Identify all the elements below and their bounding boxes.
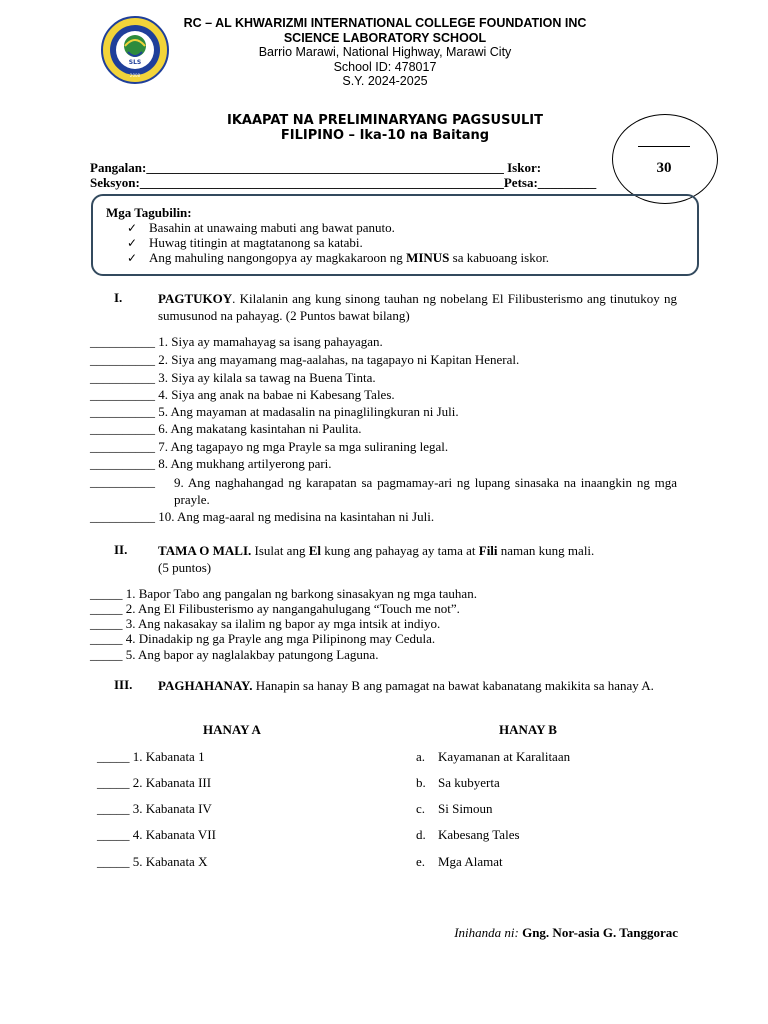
list-item: __________ 6. Ang makatang kasintahan ni Paulita. (90, 421, 362, 436)
school-id: School ID: 478017 (333, 59, 437, 74)
prepared-name: Gng. Nor-asia G. Tanggorac (522, 925, 678, 940)
checkmark-icon: ✓ (127, 251, 138, 265)
answer-blank[interactable]: _____ (90, 631, 123, 646)
exam-title-block (150, 113, 620, 143)
answer-blank[interactable]: __________ (90, 404, 155, 419)
instruction-item: ✓ Ang mahuling nangongopya ay magkakaroon ng MINUS sa kabuoang iskor. (127, 250, 550, 265)
name-blank[interactable]: _______________________________________________________ (146, 160, 504, 175)
name-field-row (90, 160, 541, 176)
hanay-b-letter: e. (416, 854, 426, 869)
list-item: __________ 4. Siya ang anak na babae ni Kabesang Tales. (90, 387, 395, 402)
hanay-a-item: _____ 2. Kabanata III (97, 775, 212, 790)
answer-blank[interactable]: _____ (90, 616, 123, 631)
hanay-b-letter: b. (416, 775, 426, 790)
prepared-label: Inihanda ni: (454, 925, 519, 940)
list-item: _____ 4. Dinadakip ng ga Prayle ang mga Pilipinong may Cedula. (90, 631, 436, 646)
answer-blank[interactable]: __________ (90, 421, 155, 436)
section-3-directions: PAGHAHANAY. Hanapin sa hanay B ang pamagat na bawat kabanatang makikita sa hanay A. (158, 678, 654, 693)
date-blank[interactable]: _________ (537, 175, 597, 190)
list-item (90, 474, 155, 490)
prepared-by (380, 925, 678, 941)
list-item: _____ 2. Ang El Filibusterismo ay nangangahulugang “Touch me not”. (90, 601, 460, 616)
list-item: __________ 2. Siya ang mayamang mag-aalahas, na tagapayo ni Kapitan Heneral. (90, 352, 520, 367)
logo-year: 2008 (129, 73, 141, 78)
section-label: Seksyon: (90, 175, 140, 190)
answer-blank[interactable]: _____ (97, 749, 130, 764)
answer-blank[interactable]: _____ (97, 854, 130, 869)
hanay-b-item: Si Simoun (438, 801, 493, 816)
answer-blank[interactable]: _____ (90, 601, 123, 616)
section-blank[interactable]: ________________________________________________________ (139, 175, 504, 190)
answer-blank[interactable]: __________ (90, 334, 155, 349)
list-item: _____ 3. Ang nakasakay sa ilalim ng bapor ay mga intsik at indiyo. (90, 616, 441, 631)
checkmark-icon: ✓ (127, 236, 138, 250)
list-item-text-wrap: 9. Ang naghahangad ng karapatan sa pagmamay-ari ng lupang sinasaka na inaangkin ng mga prayle. (174, 475, 677, 507)
score-blank-line (638, 146, 690, 147)
school-address: Barrio Marawi, National Highway, Marawi City (258, 45, 512, 59)
hanay-b-item: Mga Alamat (438, 854, 503, 869)
score-total: 30 (656, 160, 672, 176)
answer-blank[interactable]: _____ (90, 586, 123, 601)
answer-blank[interactable]: __________ (90, 387, 155, 402)
hanay-b-letter: a. (416, 749, 426, 764)
section-field-row (90, 175, 596, 191)
list-item: _____ 1. Bapor Tabo ang pangalan ng barkong sinasakyan ng mga tauhan. (90, 586, 477, 601)
hanay-a-heading: HANAY A (203, 722, 261, 737)
answer-blank[interactable]: __________ (90, 509, 155, 524)
score-oval (612, 114, 718, 204)
section-3-label: PAGHAHANAY. (158, 678, 253, 693)
logo-text: SLS (128, 59, 142, 66)
hanay-b-letter: c. (416, 801, 426, 816)
checkmark-icon: ✓ (127, 221, 138, 235)
school-year: S.Y. 2024-2025 (342, 74, 428, 88)
hanay-b-letter: d. (416, 827, 426, 842)
hanay-a-item: _____ 3. Kabanata IV (97, 801, 212, 816)
section-1-number: I. (114, 290, 123, 305)
hanay-a-item: _____ 1. Kabanata 1 (97, 749, 205, 764)
hanay-b-item: Kayamanan at Karalitaan (438, 749, 571, 764)
name-label: Pangalan: (90, 160, 147, 175)
section-2-label: TAMA O MALI. (158, 543, 252, 558)
section-1-directions: PAGTUKOY. Kilalanin ang kung sinong tauhan ng nobelang El Filibusterismo ang tinutukoy ng sumusunod na pahayag. (2 Puntos bawat bilang) (158, 291, 677, 323)
section-2-number: II. (114, 542, 128, 557)
hanay-a-item: _____ 5. Kabanata X (97, 854, 208, 869)
answer-blank[interactable]: __________ (90, 370, 155, 385)
school-header (150, 16, 620, 89)
hanay-b-heading: HANAY B (499, 722, 557, 737)
hanay-a-item: _____ 4. Kabanata VII (97, 827, 216, 842)
exam-title: IKAAPAT NA PRELIMINARYANG PAGSUSULIT (226, 113, 544, 128)
section-3-number: III. (114, 677, 133, 692)
instruction-item: ✓ Basahin at unawaing mabuti ang bawat panuto. (127, 220, 395, 235)
section-2-directions: TAMA O MALI. Isulat ang El kung ang pahayag ay tama at Fili naman kung mali. (5 puntos) (158, 543, 595, 575)
instruction-item: ✓ Huwag titingin at magtatanong sa katabi. (127, 235, 363, 250)
list-item: __________ 10. Ang mag-aaral ng medisina na kasintahan ni Juli. (90, 509, 435, 524)
instructions-title: Mga Tagubilin: (106, 205, 192, 220)
hanay-b-item: Sa kubyerta (438, 775, 500, 790)
exam-subtitle: FILIPINO – Ika-10 na Baitang (280, 128, 490, 143)
answer-blank[interactable]: _____ (97, 801, 130, 816)
answer-blank[interactable]: _____ (90, 647, 123, 662)
list-item: __________ 7. Ang tagapayo ng mga Prayle sa mga suliraning legal. (90, 439, 449, 454)
answer-blank[interactable]: __________ (90, 474, 155, 489)
answer-blank[interactable]: _____ (97, 827, 130, 842)
list-item: __________ 5. Ang mayaman at madasalin na pinaglilingkuran ni Juli. (90, 404, 459, 419)
date-label: Petsa: (503, 175, 538, 190)
answer-blank[interactable]: __________ (90, 439, 155, 454)
answer-blank[interactable]: __________ (90, 352, 155, 367)
answer-blank[interactable]: __________ (90, 456, 155, 471)
section-1-label: PAGTUKOY (158, 291, 233, 306)
school-subname: SCIENCE LABORATORY SCHOOL (283, 30, 487, 45)
list-item: __________ 8. Ang mukhang artilyerong pari. (90, 456, 332, 471)
score-label: Iskor: (507, 160, 542, 175)
list-item: __________ 1. Siya ay mamahayag sa isang pahayagan. (90, 334, 383, 349)
list-item: __________ 3. Siya ay kilala sa tawag na Buena Tinta. (90, 370, 376, 385)
hanay-b-item: Kabesang Tales (438, 827, 520, 842)
list-item: _____ 5. Ang bapor ay naglalakbay patungong Laguna. (90, 647, 379, 662)
answer-blank[interactable]: _____ (97, 775, 130, 790)
school-name: RC – AL KHWARIZMI INTERNATIONAL COLLEGE FOUNDATION INC (183, 16, 587, 30)
